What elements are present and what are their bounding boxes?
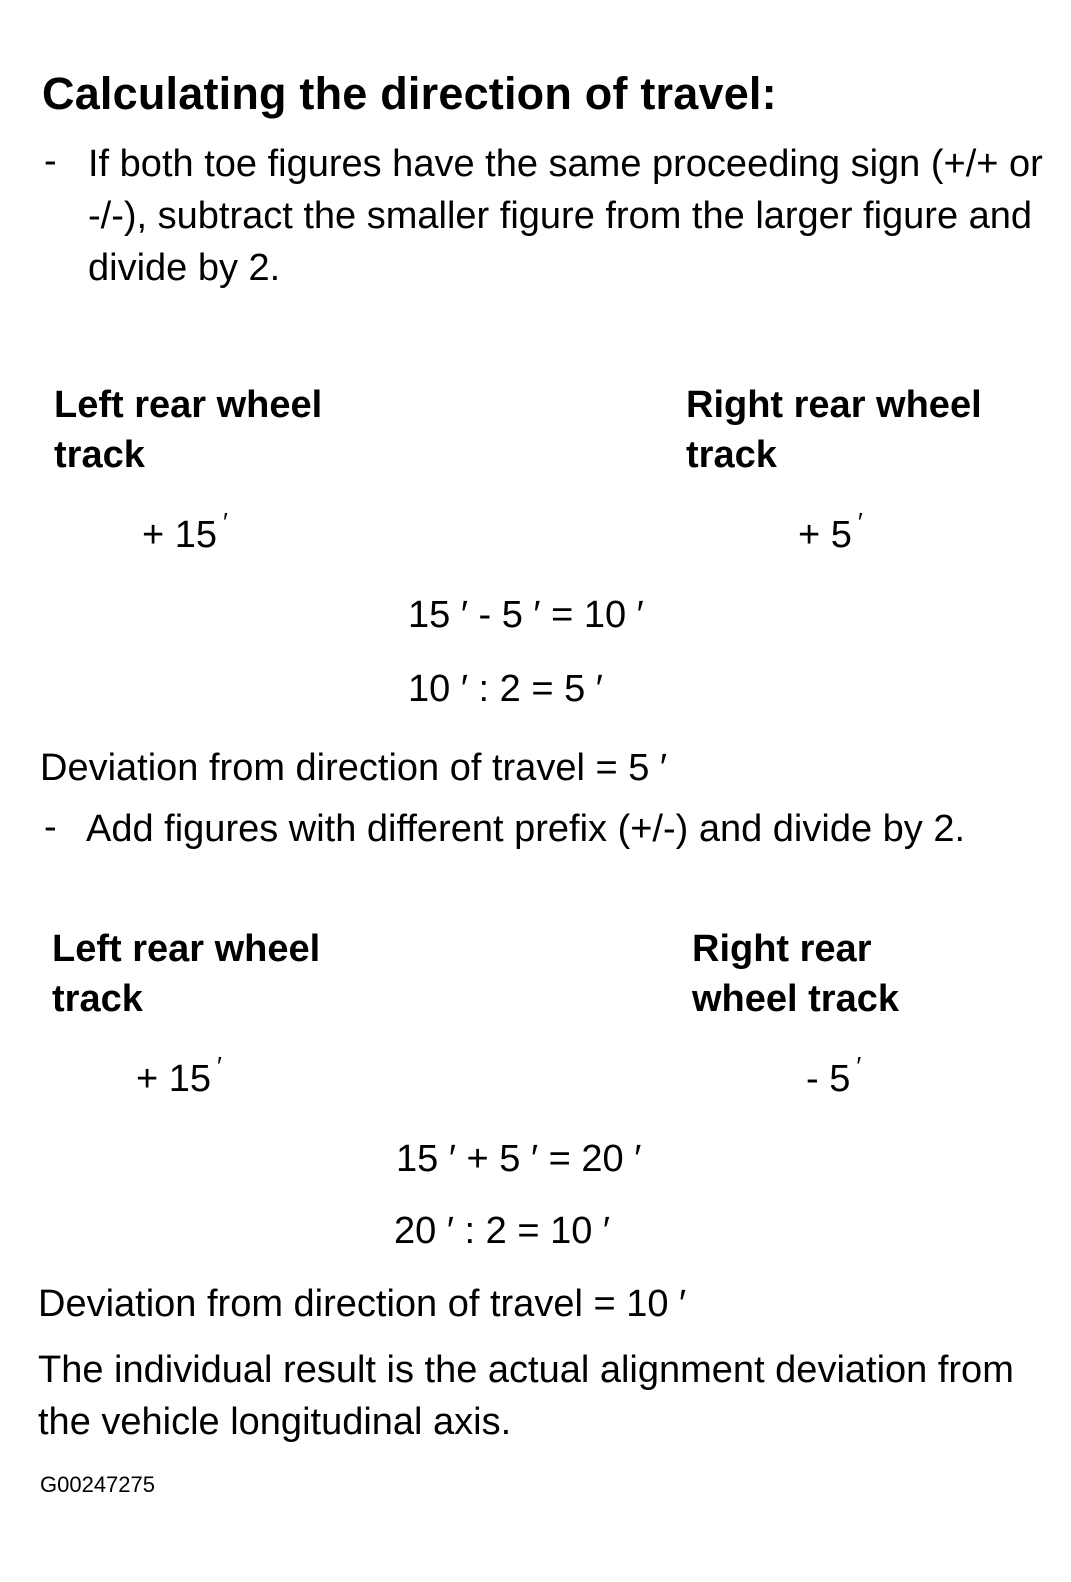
page-title: Calculating the direction of travel:	[42, 68, 777, 119]
left-toe-value: + 15 ′	[136, 1051, 222, 1100]
left-wheel-header: Left rear wheel track	[54, 384, 323, 476]
conclusion-text: The individual result is the actual alignment deviation from the vehicle longitudinal axis.	[38, 1349, 1014, 1443]
calculation-divide: 10 ′ : 2 = 5 ′	[408, 668, 603, 710]
right-toe-value: - 5 ′	[806, 1051, 862, 1100]
instruction-different-sign: Add figures with different prefix (+/-) and divide by 2.	[86, 808, 966, 850]
calculation-add: 15 ′ + 5 ′ = 20 ′	[396, 1138, 642, 1180]
bullet-dash: -	[44, 806, 57, 848]
calculation-subtract: 15 ′ - 5 ′ = 10 ′	[408, 594, 644, 636]
bullet-dash: -	[44, 140, 57, 182]
left-wheel-header: Left rear wheel track	[52, 928, 321, 1020]
left-toe-value: + 15 ′	[142, 507, 228, 556]
deviation-result: Deviation from direction of travel = 5 ′	[40, 747, 668, 789]
right-wheel-header: Right rear wheel track	[686, 384, 982, 476]
instruction-same-sign: If both toe figures have the same proceeding sign (+/+ or -/-), subtract the smaller figure from the larger figure and divide by 2.	[88, 143, 1043, 289]
figure-id: G00247275	[40, 1472, 155, 1497]
right-wheel-header: Right rear wheel track	[692, 928, 899, 1020]
calculation-divide: 20 ′ : 2 = 10 ′	[394, 1210, 611, 1252]
right-toe-value: + 5 ′	[798, 507, 863, 556]
deviation-result: Deviation from direction of travel = 10 ′	[38, 1283, 687, 1325]
